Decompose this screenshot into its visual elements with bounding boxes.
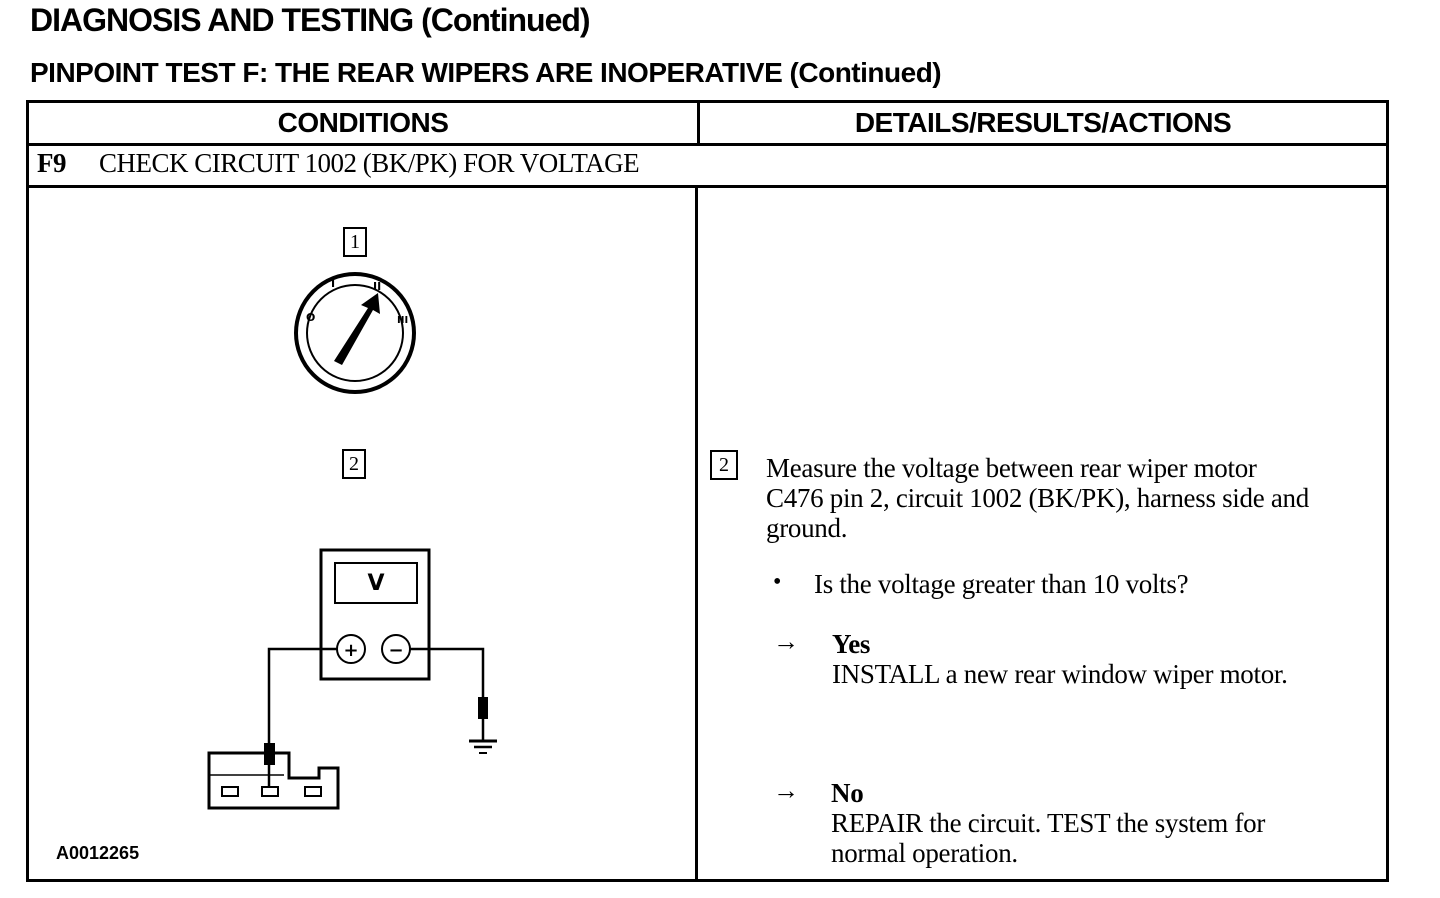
ignition-label-start: III [397,315,409,326]
instruction-text [766,453,1309,543]
positive-symbol: + [343,640,359,661]
page-title: DIAGNOSIS AND TESTING (Continued) [30,2,590,38]
no-action-line-2: normal operation. [831,838,1018,868]
positive-lead [269,649,337,753]
yes-result [832,629,1288,689]
key-pointer-icon [334,293,380,365]
step-id: F9 [37,148,66,178]
instruction-line-3: ground. [766,513,848,543]
question-bullet: • [773,569,782,595]
ignition-switch-icon [296,274,414,392]
yes-label: Yes [832,629,871,659]
no-action-line-1: REPAIR the circuit. TEST the system for [831,808,1266,838]
ground-probe-icon [478,697,488,741]
figure-code: A0012265 [56,843,140,863]
yes-arrow-icon: → [773,627,799,656]
ignition-label-off: O [306,311,316,324]
test-table [26,100,1389,882]
instruction-line-2: C476 pin 2, circuit 1002 (BK/PK), harness side and [766,483,1309,513]
meter-display-label: V [367,571,385,596]
callout-2-box: 2 [342,449,366,479]
yes-action: INSTALL a new rear window wiper motor. [832,659,1288,689]
negative-symbol: − [388,640,404,661]
step-title: CHECK CIRCUIT 1002 (BK/PK) FOR VOLTAGE [99,148,640,178]
conditions-header: CONDITIONS [277,107,449,138]
ground-icon [469,741,497,753]
ignition-label-run: II [373,280,382,293]
ignition-label-acc: I [331,277,336,290]
test-title: PINPOINT TEST F: THE REAR WIPERS ARE INOPERATIVE (Continued) [30,57,942,88]
details-header: DETAILS/RESULTS/ACTIONS [854,107,1232,138]
circuit-diagram [29,103,695,879]
question-text: Is the voltage greater than 10 volts? [814,569,1189,599]
backprobe-icon [264,743,275,787]
negative-lead [410,649,483,701]
instruction-line-1: Measure the voltage between rear wiper motor [766,453,1257,483]
no-arrow-icon: → [773,776,799,805]
voltmeter-icon [321,550,429,679]
callout-1-box: 1 [343,227,367,257]
no-label: No [831,778,864,808]
details-callout-2-box: 2 [710,450,738,480]
no-result [831,778,1265,868]
body-column-divider [695,185,698,879]
